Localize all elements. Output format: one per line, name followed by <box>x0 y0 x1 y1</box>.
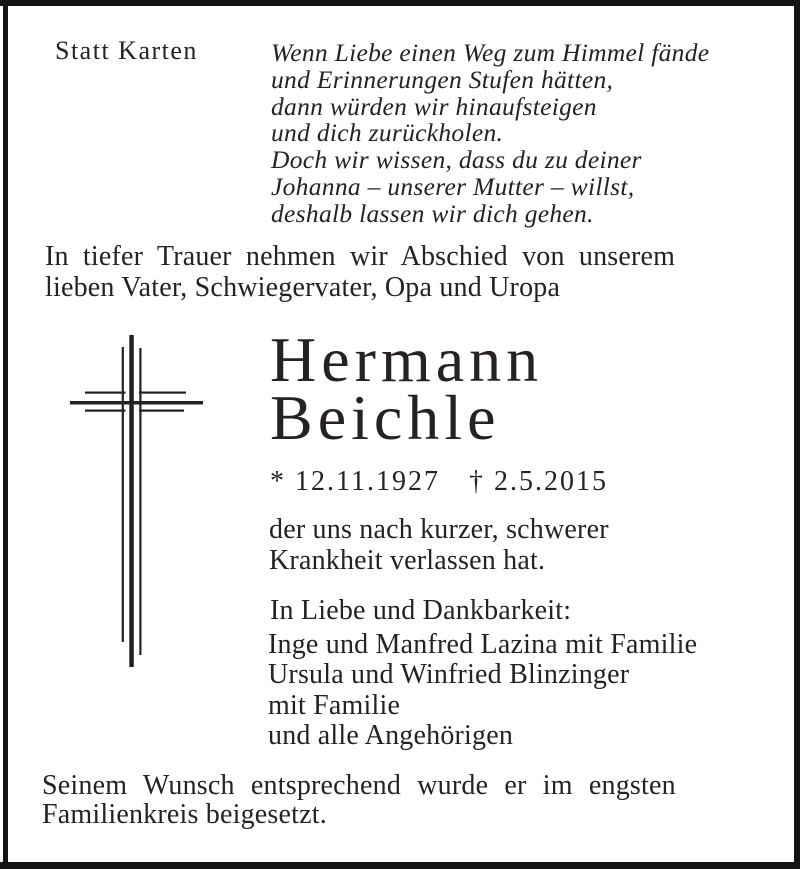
passing-line: der uns nach kurzer, schwerer <box>269 514 609 545</box>
life-dates <box>270 466 608 498</box>
closing-text: In Liebe und Dankbarkeit: <box>270 595 572 626</box>
frame-border-bottom <box>0 862 800 869</box>
mourner-line: und alle Angehörigen <box>268 720 514 752</box>
poem-line: dann würden wir hinaufsteigen <box>271 91 597 121</box>
death-date: † 2.5.2015 <box>468 466 608 497</box>
poem-line: und dich zurückholen. <box>271 118 504 148</box>
mourner-line: Ursula und Winfried Blinzinger <box>268 659 630 691</box>
poem-line: und Erinnerungen Stufen hätten, <box>271 64 614 94</box>
memorial-cross-icon <box>68 330 203 670</box>
poem-line: Johanna – unserer Mutter – willst, <box>271 171 635 201</box>
passing-line: Krankheit verlassen hat. <box>269 544 546 576</box>
deceased-first-name: Hermann <box>270 324 544 395</box>
statt-karten-label: Statt Karten <box>55 36 198 65</box>
frame-border-left <box>3 0 8 869</box>
frame-border-top <box>0 0 800 6</box>
burial-note <box>42 772 676 829</box>
deceased-name <box>270 324 544 453</box>
frame-border-right <box>794 0 800 869</box>
burial-note-line: Familienkreis beigesetzt. <box>42 798 327 830</box>
poem-line: Doch wir wissen, dass du zu deiner <box>271 145 642 175</box>
poem-line: deshalb lassen wir dich gehen. <box>271 198 594 228</box>
mourner-line: mit Familie <box>268 689 401 721</box>
intro-line: lieben Vater, Schwiegervater, Opa und Uropa <box>45 271 561 303</box>
intro-line: In tiefer Trauer nehmen wir Abschied von unserem <box>45 241 676 272</box>
burial-note-line: Seinem Wunsch entsprechend wurde er im engsten <box>42 770 676 801</box>
memorial-poem <box>271 40 709 228</box>
deceased-last-name: Beichle <box>270 382 501 453</box>
poem-line: Wenn Liebe einen Weg zum Himmel fände <box>271 38 710 67</box>
mourners-list <box>268 630 697 752</box>
mourner-line: Inge und Manfred Lazina mit Familie <box>268 629 698 660</box>
birth-date: * 12.11.1927 <box>270 466 440 497</box>
intro-text <box>45 242 675 303</box>
passing-text <box>269 515 609 576</box>
